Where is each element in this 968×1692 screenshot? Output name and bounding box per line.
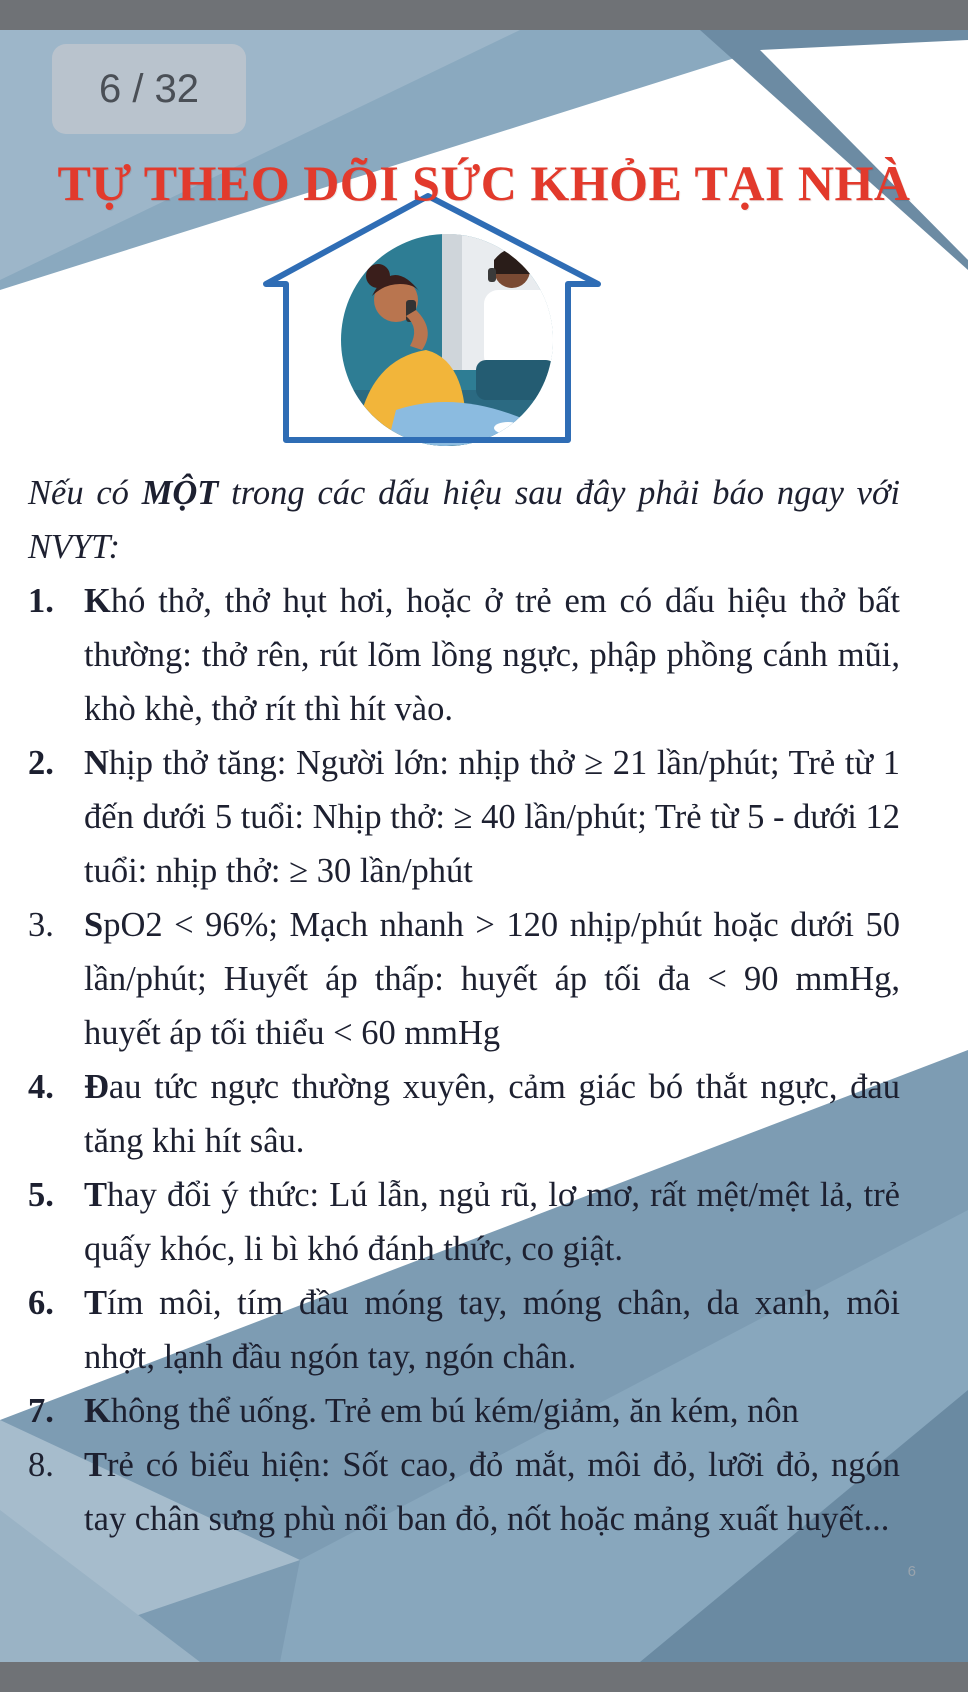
slide-content [28, 466, 900, 1546]
item-text: ím môi, tím đầu móng tay, móng chân, da xanh, môi nhợt, lạnh đầu ngón tay, ngón chân. [84, 1284, 900, 1376]
item-text: hông thể uống. Trẻ em bú kém/giảm, ăn kém, nôn [110, 1392, 799, 1430]
item-number: 1. [28, 582, 54, 620]
item-text: rẻ có biểu hiện: Sốt cao, đỏ mắt, môi đỏ, lưỡi đỏ, ngón tay chân sưng phù nổi ban đỏ, nốt hoặc mảng xuất huyết... [84, 1446, 900, 1538]
item-number: 4. [28, 1068, 54, 1106]
intro-text [28, 466, 900, 574]
item-text: hịp thở tăng: Người lớn: nhịp thở ≥ 21 lần/phút; Trẻ từ 1 đến dưới 5 tuổi: Nhịp thở: ≥ 40 lần/phút; Trẻ từ 5 - dưới 12 tuổi: nhịp thở: ≥ 30 lần/phút [84, 744, 900, 890]
list-item [28, 1060, 900, 1168]
list-item [28, 1384, 900, 1438]
item-number: 8. [28, 1446, 54, 1484]
item-number: 7. [28, 1392, 54, 1430]
warning-signs-list [28, 574, 900, 1546]
list-item [28, 574, 900, 736]
item-initial: T [84, 1284, 108, 1322]
item-text: au tức ngực thường xuyên, cảm giác bó thắt ngực, đau tăng khi hít sâu. [84, 1068, 900, 1160]
item-number: 2. [28, 744, 54, 782]
slide-page [0, 30, 968, 1662]
intro-bold: MỘT [141, 474, 219, 512]
item-initial: S [84, 906, 104, 944]
page-number: 6 [907, 1563, 916, 1580]
item-text: hay đổi ý thức: Lú lẫn, ngủ rũ, lơ mơ, rất mệt/mệt lả, trẻ quấy khóc, li bì khó đánh thức, co giật. [84, 1176, 900, 1268]
item-number: 3. [28, 906, 54, 944]
item-initial: K [84, 1392, 111, 1430]
page-indicator: 6 / 32 [52, 44, 246, 134]
intro-pre: Nếu có [28, 474, 142, 512]
item-text: pO2 < 96%; Mạch nhanh > 120 nhịp/phút hoặc dưới 50 lần/phút; Huyết áp thấp: huyết áp tối đa < 90 mmHg, huyết áp tối thiểu < 60 mmHg [84, 906, 900, 1052]
item-initial: T [84, 1446, 108, 1484]
item-initial: N [84, 744, 109, 782]
item-initial: T [84, 1176, 108, 1214]
list-item [28, 736, 900, 898]
slide-title: TỰ THEO DÕI SỨC KHỎE TẠI NHÀ [57, 155, 911, 211]
list-item [28, 1276, 900, 1384]
home-care-illustration [246, 190, 648, 478]
item-text: hó thở, thở hụt hơi, hoặc ở trẻ em có dấu hiệu thở bất thường: thở rên, rút lõm lồng ngực, phập phồng cánh mũi, khò khè, thở rít thì hít vào. [84, 582, 900, 728]
item-number: 6. [28, 1284, 54, 1322]
intro-post: trong các dấu hiệu sau đây phải báo ngay với NVYT: [28, 474, 900, 566]
list-item [28, 1168, 900, 1276]
list-item [28, 898, 900, 1060]
list-item [28, 1438, 900, 1546]
item-number: 5. [28, 1176, 54, 1214]
item-initial: Đ [84, 1068, 109, 1106]
item-initial: K [84, 582, 111, 620]
